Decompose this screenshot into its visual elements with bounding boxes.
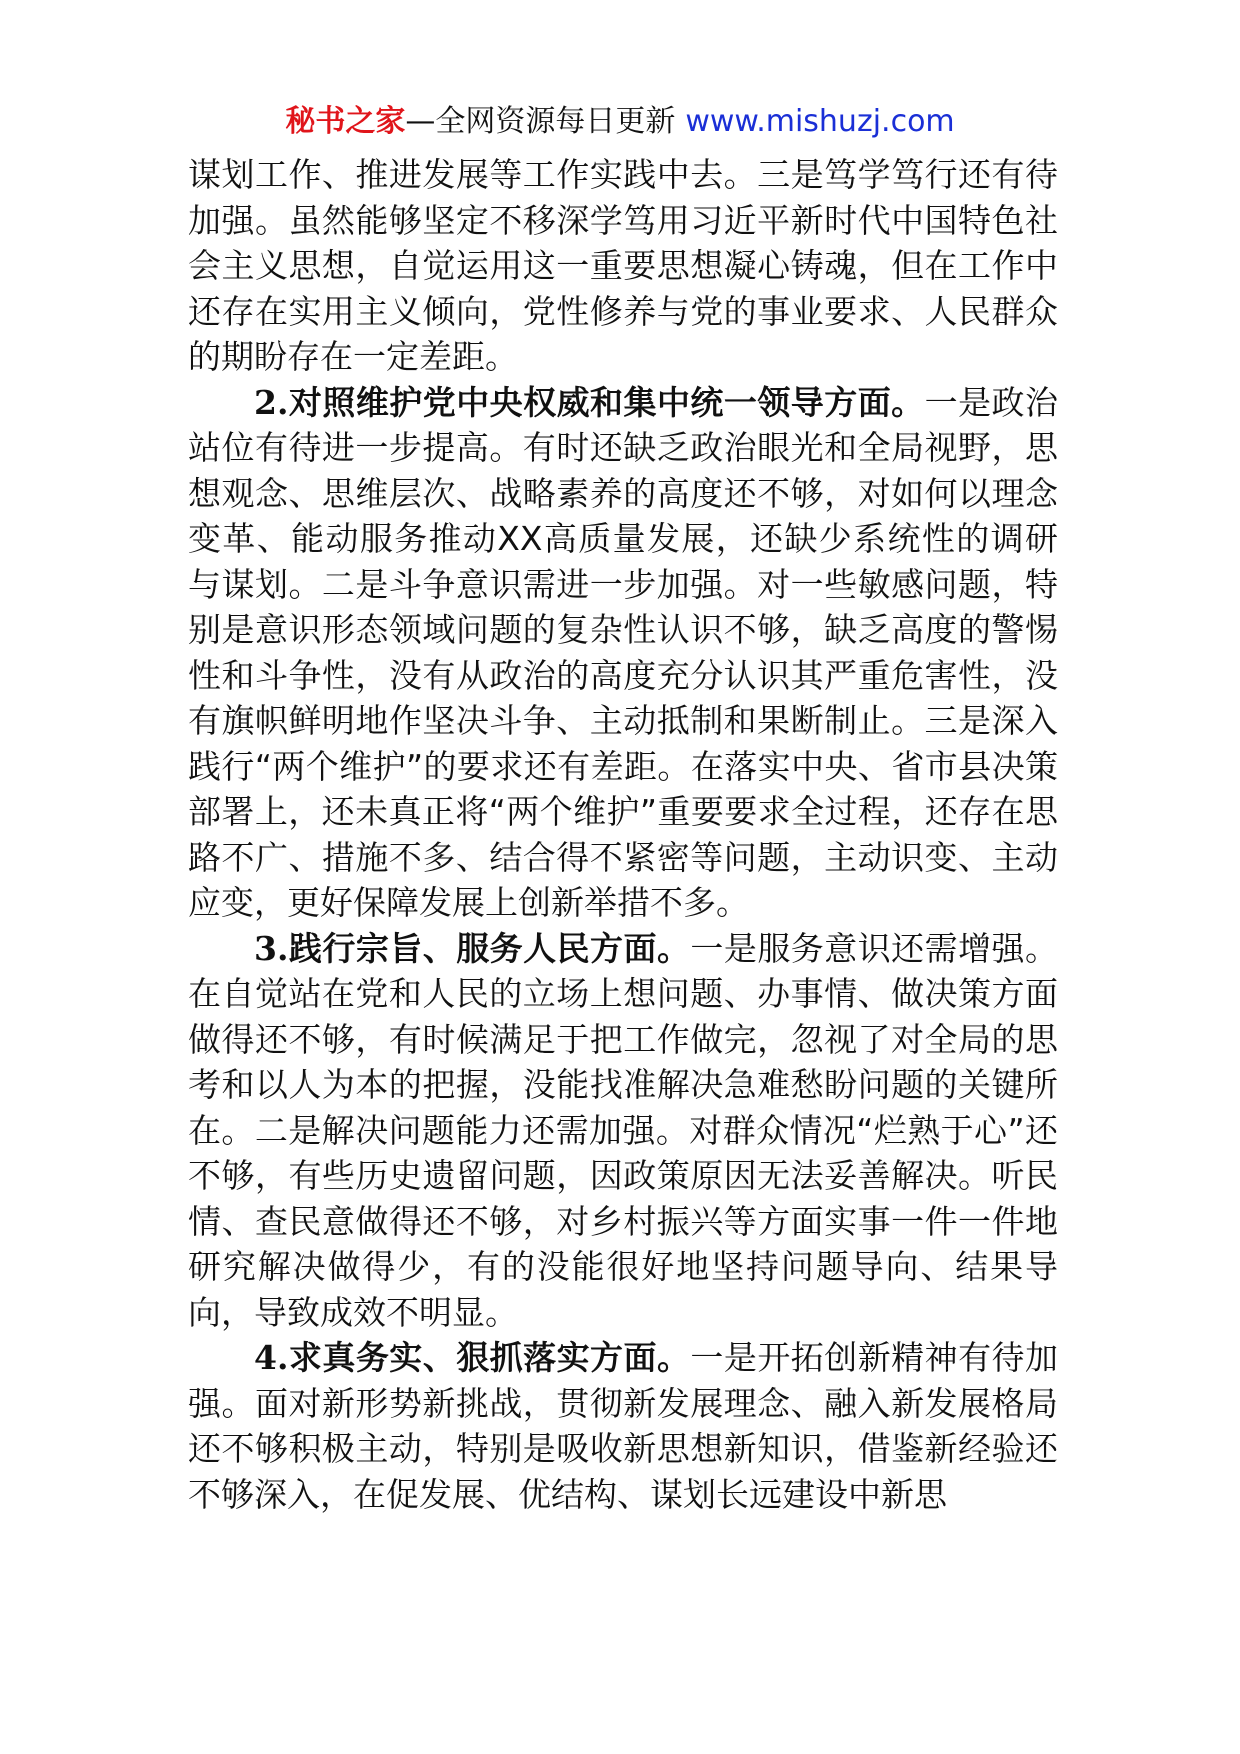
paragraph-2 (188, 380, 1058, 926)
section-heading: 2.对照维护党中央权威和集中统一领导方面。 (254, 382, 925, 422)
site-header (0, 100, 1240, 144)
paragraph-text: 一是政治站位有待进一步提高。有时还缺乏政治眼光和全局视野，思想观念、思维层次、战略素养的高度还不够，对如何以理念变革、能动服务推动XX高质量发展，还缺少系统性的调研与谋划。二是斗争意识需进一步加强。对一些敏感问题，特别是意识形态领域问题的复杂性认识不够，缺乏高度的警惕性和斗争性，没有从政治的高度充分认识其严重危害性，没有旗帜鲜明地作坚决斗争、主动抵制和果断制止。三是深入践行“两个维护”的要求还有差距。在落实中央、省市县决策部署上，还未真正将“两个维护”重要要求全过程，还存在思路不广、措施不多、结合得不紧密等问题，主动识变、主动应变，更好保障发展上创新举措不多。 (188, 382, 1059, 922)
brand-name: 秘书之家 (285, 104, 406, 139)
paragraph-text: 谋划工作、推进发展等工作实践中去。三是笃学笃行还有待加强。虽然能够坚定不移深学笃用习近平新时代中国特色社会主义思想，自觉运用这一重要思想凝心铸魂，但在工作中还存在实用主义倾向，党性修养与党的事业要求、人民群众的期盼存在一定差距。 (188, 155, 1058, 376)
paragraph-text: 一是开拓创新精神有待加强。面对新形势新挑战，贯彻新发展理念、融入新发展格局还不够积极主动，特别是吸收新思想新知识，借鉴新经验还不够深入，在促发展、优结构、谋划长远建设中新思 (188, 1338, 1059, 1514)
paragraph-4 (188, 1335, 1058, 1517)
paragraph-1 (188, 152, 1058, 380)
paragraph-3 (188, 926, 1058, 1336)
document-body (188, 152, 1058, 1517)
section-heading: 4.求真务实、狠抓落实方面。 (254, 1338, 691, 1377)
header-tagline: —全网资源每日更新 (405, 104, 676, 139)
section-heading: 3.践行宗旨、服务人民方面。 (254, 928, 691, 968)
paragraph-text: 一是服务意识还需增强。在自觉站在党和人民的立场上想问题、办事情、做决策方面做得还不够，有时候满足于把工作做完，忽视了对全局的思考和以人为本的把握，没能找准解决急难愁盼问题的关键所在。二是解决问题能力还需加强。对群众情况“烂熟于心”还不够，有些历史遗留问题，因政策原因无法妥善解决。听民情、查民意做得还不够，对乡村振兴等方面实事一件一件地研究解决做得少，有的没能很好地坚持问题导向、结果导向，导致成效不明显。 (188, 928, 1059, 1332)
site-url-link[interactable]: www.mishuzj.com (685, 104, 955, 139)
